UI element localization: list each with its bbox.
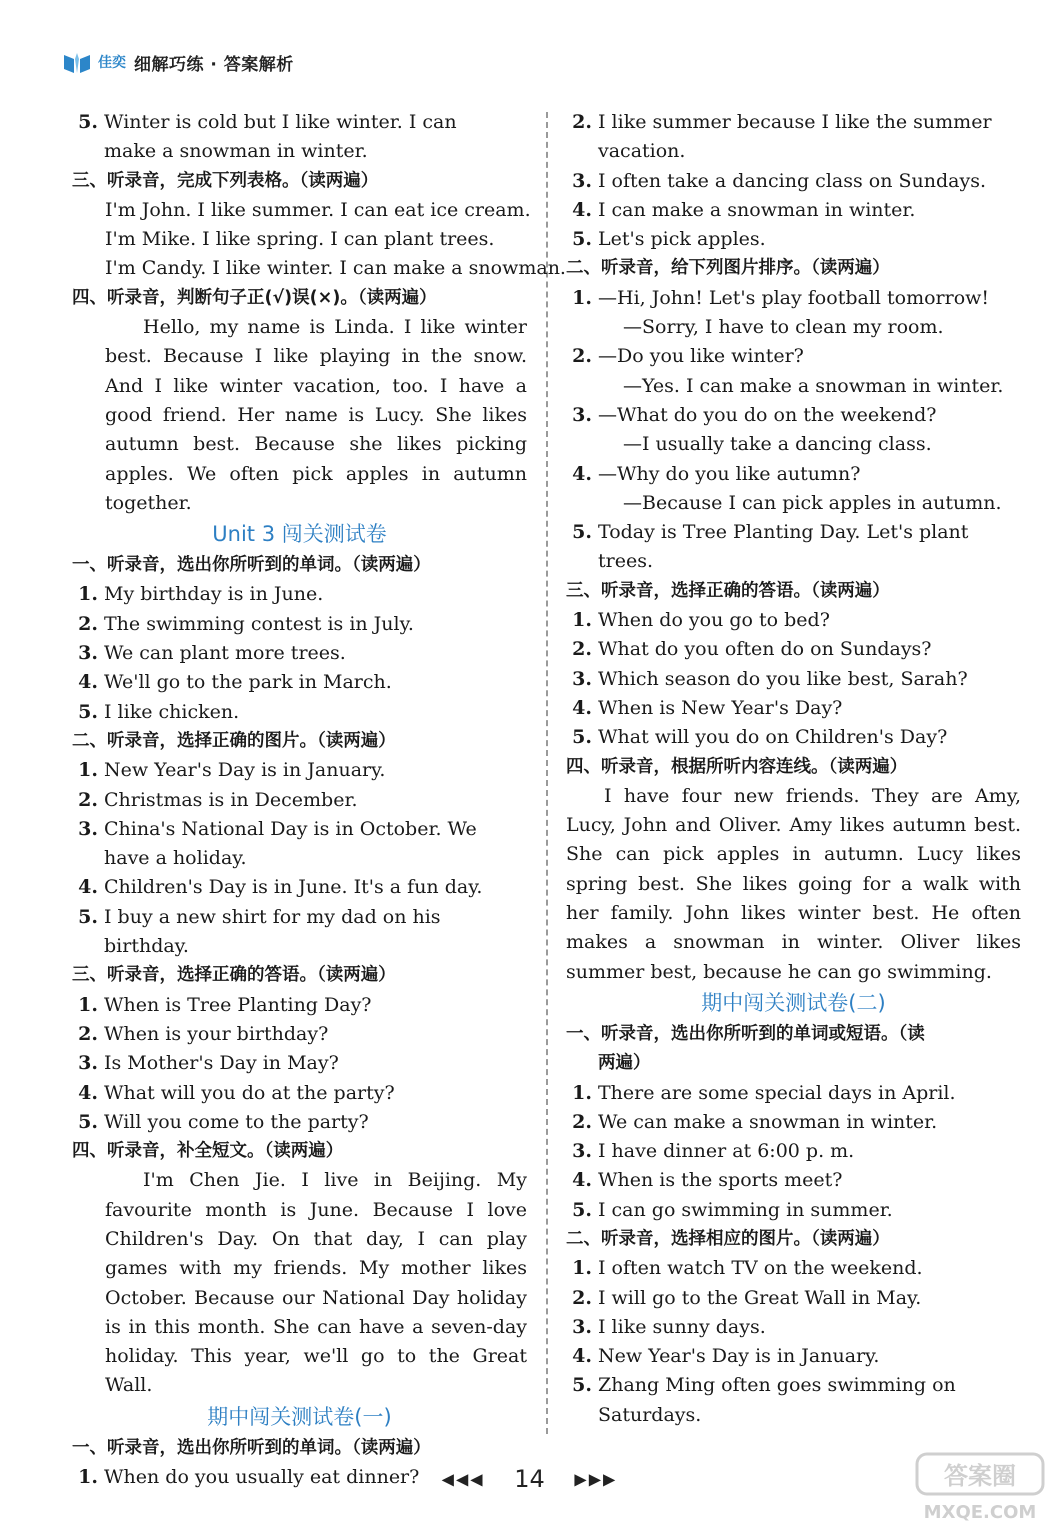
- list-item: 5. Today is Tree Planting Day. Let's plant: [572, 521, 969, 544]
- list-item: 5. I like chicken.: [78, 700, 240, 723]
- list-item: 1. When do you go to bed?: [572, 609, 830, 632]
- page-number: 14: [514, 1465, 545, 1493]
- list-item: 5. Let's pick apples.: [572, 228, 766, 251]
- section-heading: 一、听录音，选出你所听到的单词。（读两遍）: [72, 555, 431, 576]
- list-item-continuation: Saturdays.: [598, 1403, 702, 1426]
- list-item: 5. What will you do on Children's Day?: [572, 726, 948, 749]
- list-item: 1. I often watch TV on the weekend.: [572, 1257, 923, 1280]
- list-item: 1. New Year's Day is in January.: [78, 759, 386, 782]
- list-item: 4. I can make a snowman in winter.: [572, 198, 916, 221]
- list-item: 5. Zhang Ming often goes swimming on: [572, 1374, 956, 1397]
- section-heading: 三、听录音，选择正确的答语。（读两遍）: [566, 580, 890, 601]
- page-header: [62, 44, 294, 80]
- text-line: I'm John. I like summer. I can eat ice cream.: [105, 198, 531, 221]
- dialog-reply: —Sorry, I have to clean my room.: [623, 316, 944, 339]
- list-item: 3. We can plant more trees.: [78, 642, 346, 665]
- list-item-continuation: trees.: [598, 550, 653, 573]
- list-item-continuation: have a holiday.: [104, 847, 247, 870]
- page-footer: [0, 1464, 1059, 1493]
- section-heading: 二、听录音，给下列图片排序。（读两遍）: [566, 258, 890, 279]
- list-item: 2. I will go to the Great Wall in May.: [572, 1286, 922, 1309]
- list-item: 4. When is New Year's Day?: [572, 696, 843, 719]
- list-item: 1. When is Tree Planting Day?: [78, 993, 372, 1016]
- section-heading: 四、听录音，补全短文。（读两遍）: [72, 1141, 344, 1162]
- list-item: 2. What do you often do on Sundays?: [572, 638, 932, 661]
- list-item: 3. I like sunny days.: [572, 1315, 766, 1338]
- dialog-item: 4. —Why do you like autumn?: [572, 462, 861, 485]
- dialog-item: 3. —What do you do on the weekend?: [572, 403, 937, 426]
- watermark-logo: [915, 1452, 1045, 1524]
- watermark-text: 答案圈: [944, 1462, 1016, 1490]
- list-item: 4. We'll go to the park in March.: [78, 671, 392, 694]
- list-item: 4. New Year's Day is in January.: [572, 1345, 880, 1368]
- dialog-item: 2. —Do you like winter?: [572, 345, 804, 368]
- list-item: 1. There are some special days in April.: [572, 1081, 956, 1104]
- section-heading: 一、听录音，选出你所听到的单词。（读两遍）: [72, 1437, 431, 1458]
- list-item-continuation: make a snowman in winter.: [104, 140, 368, 163]
- dialog-reply: —I usually take a dancing class.: [623, 433, 932, 456]
- section-heading: 三、听录音，完成下列表格。（读两遍）: [72, 170, 379, 191]
- text-line: I'm Mike. I like spring. I can plant trees.: [105, 228, 495, 251]
- list-item: 2. When is your birthday?: [78, 1022, 329, 1045]
- column-divider: [546, 112, 548, 1434]
- dialog-item: 1. —Hi, John! Let's play football tomorrow!: [572, 286, 990, 309]
- dialog-reply: —Because I can pick apples in autumn.: [623, 491, 1002, 514]
- section-heading-continuation: 两遍）: [598, 1053, 651, 1074]
- passage: Hello, my name is Linda. I like winter best. Because I like playing in the snow. And I like winter vacation, too. I have a good friend. Her name is Lucy. She likes autumn best. Because she likes picking apples. We often pick apples in autumn together.: [105, 316, 527, 514]
- section-heading: 四、听录音，判断句子正(√)误(×)。（读两遍）: [72, 287, 437, 308]
- list-item: 1. When do you usually eat dinner?: [78, 1466, 420, 1489]
- list-item: 4. Children's Day is in June. It's a fun day.: [78, 876, 483, 899]
- section-heading: 三、听录音，选择正确的答语。（读两遍）: [72, 965, 396, 986]
- section-heading: 一、听录音，选出你所听到的单词或短语。（读: [566, 1023, 925, 1044]
- dialog-reply: —Yes. I can make a snowman in winter.: [623, 374, 1004, 397]
- list-item: 2. I like summer because I like the summer: [572, 111, 992, 133]
- list-item: 5. Winter is cold but I like winter. I can: [78, 111, 457, 133]
- list-item: 2. We can make a snowman in winter.: [572, 1110, 938, 1133]
- section-heading: 四、听录音，根据所听内容连线。（读两遍）: [566, 756, 908, 777]
- test-title: 期中闯关测试卷(一): [207, 1404, 392, 1429]
- passage: I'm Chen Jie. I live in Beijing. My favourite month is June. Because I love Children's Day. On that day, I can play games with my friends. My mother likes October. Because our National Day holiday is in this month. She can have a seven-day holiday. This year, we'll go to the Great Wall.: [105, 1169, 527, 1397]
- list-item: 2. Christmas is in December.: [78, 788, 358, 811]
- list-item: 5. Will you come to the party?: [78, 1110, 369, 1133]
- list-item: 3. Which season do you like best, Sarah?: [572, 667, 968, 690]
- section-heading: 二、听录音，选择正确的图片。（读两遍）: [72, 730, 396, 751]
- test-title: 期中闯关测试卷(二): [701, 990, 886, 1015]
- test-title: Unit 3 闯关测试卷: [212, 522, 387, 547]
- list-item: 2. The swimming contest is in July.: [78, 612, 414, 635]
- list-item: 5. I can go swimming in summer.: [572, 1198, 893, 1221]
- list-item-continuation: vacation.: [598, 140, 686, 163]
- next-arrows-icon: ▶▶▶: [574, 1469, 618, 1489]
- prev-arrows-icon: ◀◀◀: [441, 1469, 485, 1489]
- list-item: 3. I have dinner at 6:00 p. m.: [572, 1140, 855, 1163]
- list-item-continuation: birthday.: [104, 935, 189, 958]
- right-column: [566, 108, 1021, 1430]
- list-item: 3. China's National Day is in October. We: [78, 817, 477, 840]
- text-line: I'm Candy. I like winter. I can make a snowman.: [105, 257, 566, 280]
- list-item: 3. I often take a dancing class on Sundays.: [572, 169, 986, 192]
- list-item: 3. Is Mother's Day in May?: [78, 1052, 339, 1075]
- book-logo-icon: [62, 49, 92, 75]
- brand-name: 佳奕: [98, 55, 126, 71]
- list-item: 4. What will you do at the party?: [78, 1081, 395, 1104]
- section-heading: 二、听录音，选择相应的图片。（读两遍）: [566, 1228, 890, 1249]
- list-item: 5. I buy a new shirt for my dad on his: [78, 905, 441, 928]
- list-item: 1. My birthday is in June.: [78, 583, 324, 606]
- watermark-url: MXQE.COM: [923, 1502, 1037, 1523]
- passage: I have four new friends. They are Amy, Lucy, John and Oliver. Amy likes autumn best. She can pick apples in autumn. Lucy likes spring best. She likes going for a walk with her family. John likes winter best. He often makes a snowman in winter. Oliver likes summer best, because he can go swimming.: [566, 784, 1021, 983]
- header-title: 细解巧练 · 答案解析: [134, 54, 294, 75]
- list-item: 4. When is the sports meet?: [572, 1169, 843, 1192]
